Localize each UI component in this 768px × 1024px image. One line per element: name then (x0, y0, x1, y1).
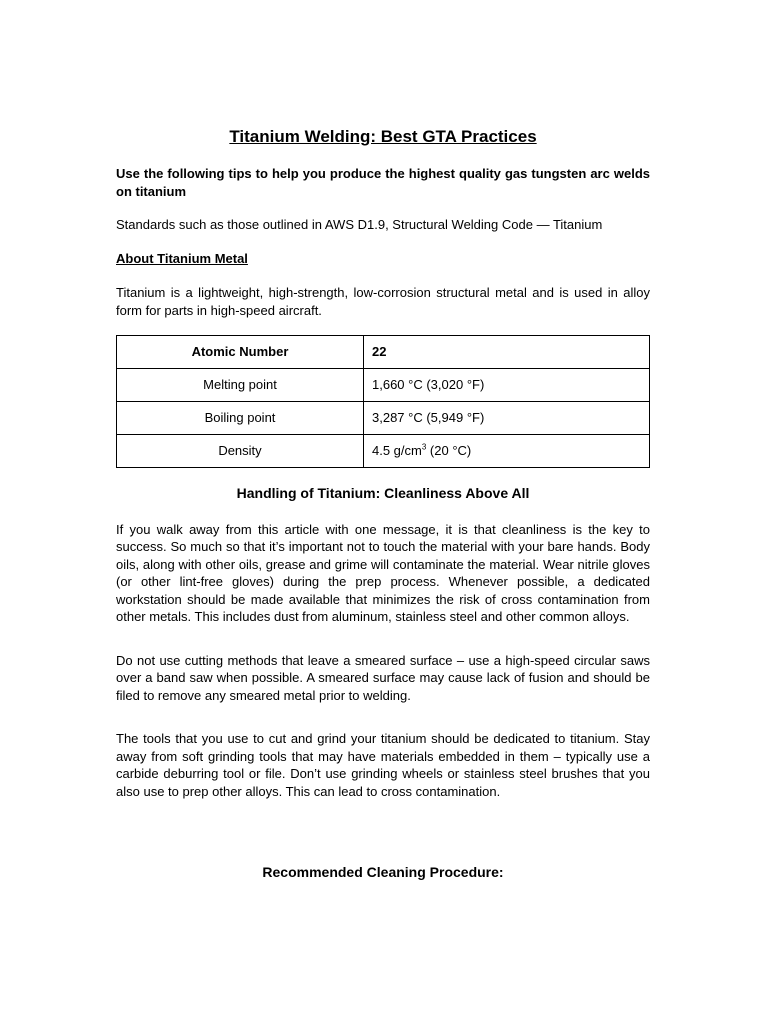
table-cell-value: 1,660 °C (3,020 °F) (364, 369, 650, 402)
properties-table (116, 335, 650, 468)
about-heading: About Titanium Metal (116, 250, 248, 266)
table-row (117, 369, 650, 402)
standards-text: Standards such as those outlined in AWS D1.9, Structural Welding Code — Titanium (116, 217, 603, 232)
table-row (117, 402, 650, 435)
table-cell-value: 3,287 °C (5,949 °F) (364, 402, 650, 435)
density-condition: (20 °C) (426, 443, 472, 459)
table-cell-label: Density (117, 435, 364, 468)
document-title: Titanium Welding: Best GTA Practices (229, 127, 537, 146)
density-value: 4.5 g/cm (372, 443, 422, 459)
table-row (117, 336, 650, 369)
about-text: Titanium is a lightweight, high-strength, low-corrosion structural metal and is used in alloy form for parts in high-speed aircraft. (116, 285, 650, 318)
cutting-paragraph: Do not use cutting methods that leave a smeared surface – use a high-speed circular saws over a band saw when possible. A smeared surface may cause lack of fusion and should be filed to remove any smeared metal prior to welding. (116, 652, 650, 703)
table-cell-value: 22 (364, 336, 650, 369)
cleaning-procedure-heading: Recommended Cleaning Procedure: (262, 864, 504, 880)
intro-text: Use the following tips to help you produce the highest quality gas tungsten arc welds on titanium (116, 166, 650, 199)
table-cell-label: Boiling point (117, 402, 364, 435)
document-page (116, 126, 650, 882)
table-cell-value (364, 435, 650, 468)
cleanliness-paragraph: If you walk away from this article with one message, it is that cleanliness is the key to success. So much so that it’s important not to touch the material with your bare hands. Body oils, along with other oils, grease and grime will contaminate the material. Wear nitrile gloves (or other lint-free gloves) during the prep process. Whenever possible, a dedicated workstation should be made available that minimizes the risk of cross contamination from other metals. This includes dust from aluminum, stainless steel and other common alloys. (116, 521, 650, 624)
table-cell-label: Melting point (117, 369, 364, 402)
table-cell-label: Atomic Number (117, 336, 364, 369)
table-row (117, 435, 650, 468)
tools-paragraph: The tools that you use to cut and grind your titanium should be dedicated to titanium. Stay away from soft grinding tools that may have materials embedded in them – typically use a carbide deburring tool or file. Don’t use grinding wheels or stainless steel brushes that you also use to prep other alloys. This can lead to cross contamination. (116, 731, 650, 799)
density-exponent: 3 (421, 442, 427, 452)
handling-heading: Handling of Titanium: Cleanliness Above All (236, 485, 530, 501)
